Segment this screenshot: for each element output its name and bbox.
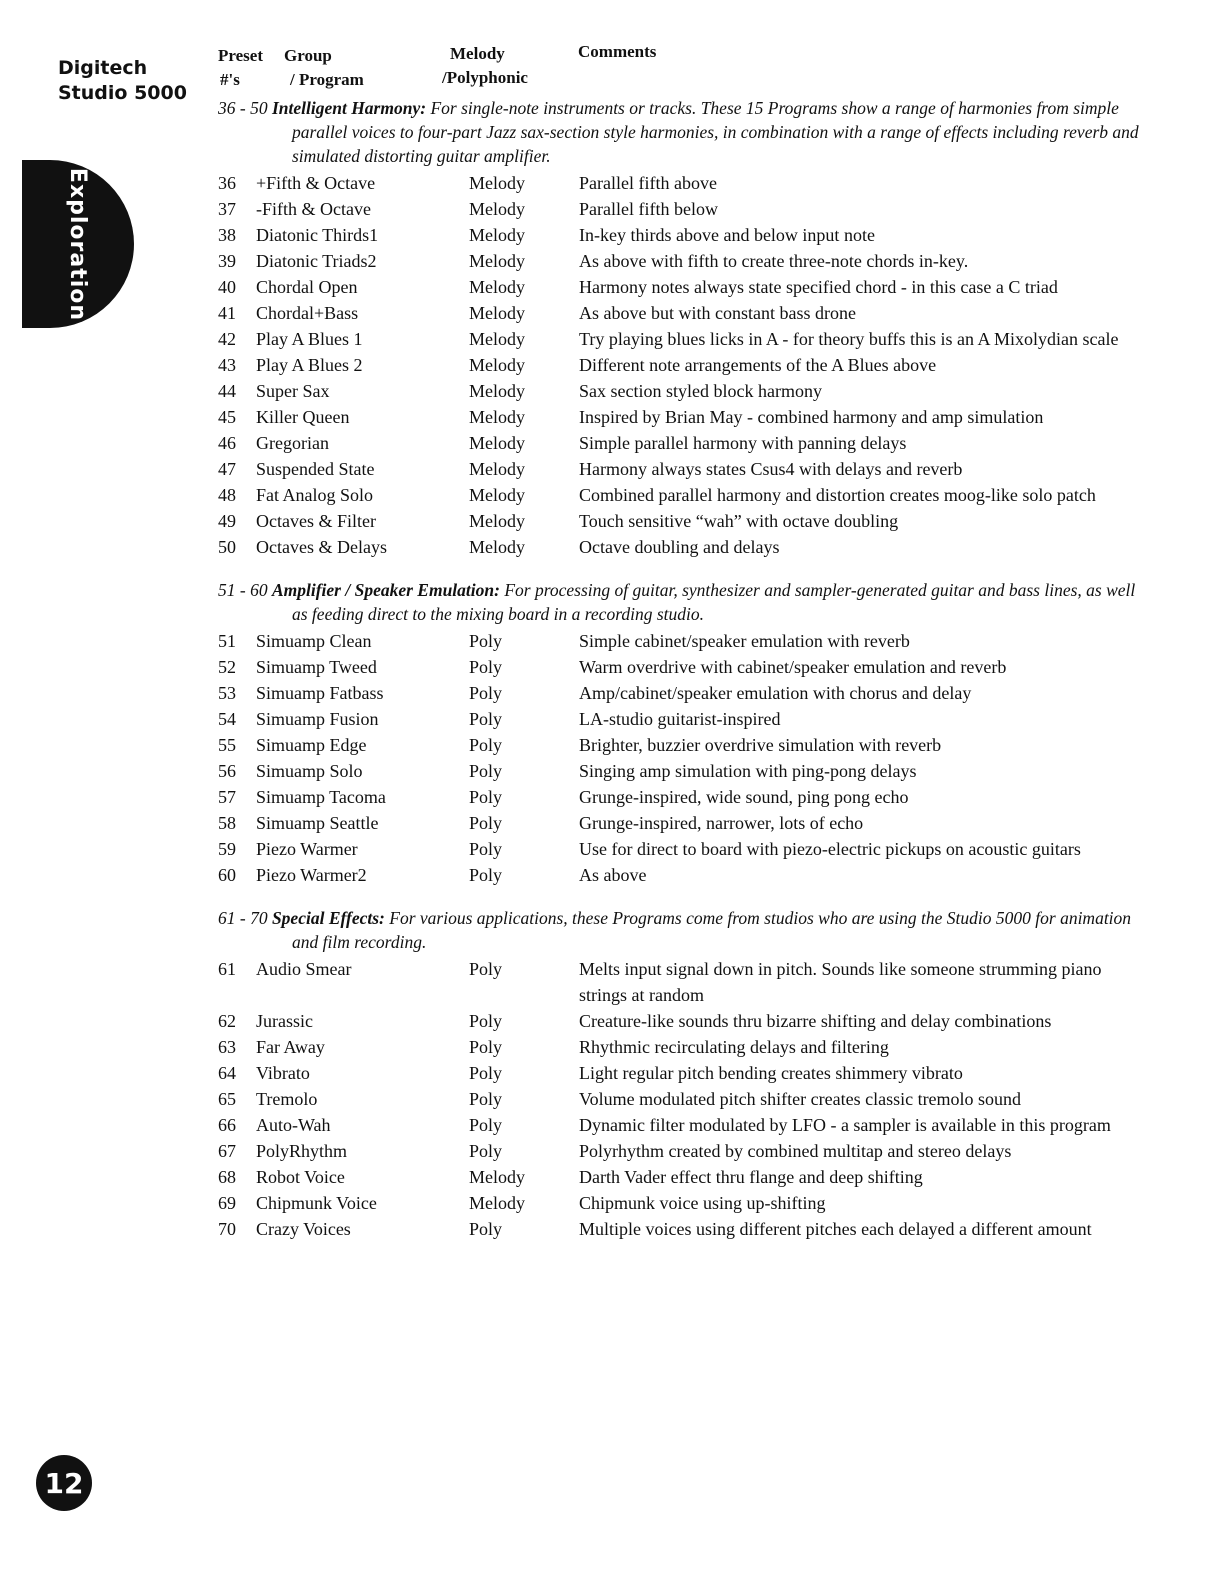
preset-number: 65 (218, 1089, 236, 1109)
header-melody: Melody (450, 44, 505, 63)
comment: Amp/cabinet/speaker emulation with chorus and delay (579, 683, 972, 703)
preset-number: 43 (218, 355, 236, 375)
program-name: Piezo Warmer (256, 839, 358, 859)
table-row (218, 1086, 1148, 1112)
comment: Brighter, buzzier overdrive simulation with reverb (579, 735, 942, 755)
preset-number: 57 (218, 787, 236, 807)
preset-number: 39 (218, 251, 236, 271)
program-name: PolyRhythm (256, 1141, 348, 1161)
program-name: Chordal Open (256, 277, 358, 297)
program-name: Octaves & Filter (256, 511, 376, 531)
section-description: For single-note instruments or tracks. These 15 Programs show a range of harmonies from simple parallel voices to four-part Jazz sax-section style harmonies, in combination with a range of effects including reverb and simulated distorting guitar amplifier. (292, 98, 1139, 166)
program-name: Diatonic Thirds1 (256, 225, 379, 245)
section (218, 578, 1148, 888)
comment: Octave doubling and delays (579, 537, 780, 557)
preset-number: 51 (218, 631, 236, 651)
table-row (218, 508, 1148, 534)
program-name: Simuamp Tweed (256, 657, 377, 677)
melody-poly: Poly (469, 1219, 503, 1239)
comment: Melts input signal down in pitch. Sounds like someone strumming piano strings at random (579, 959, 1102, 1005)
section (218, 906, 1148, 1242)
melody-poly: Poly (469, 761, 503, 781)
table-row (218, 196, 1148, 222)
melody-poly: Poly (469, 787, 503, 807)
program-name: +Fifth & Octave (256, 173, 376, 193)
comment: Dynamic filter modulated by LFO - a sampler is available in this program (579, 1115, 1111, 1135)
preset-number: 58 (218, 813, 236, 833)
comment: Combined parallel harmony and distortion creates moog-like solo patch (579, 485, 1096, 505)
table-row (218, 956, 1148, 1008)
program-name: Fat Analog Solo (256, 485, 374, 505)
melody-poly: Melody (469, 173, 525, 193)
comment: As above (579, 865, 647, 885)
preset-number: 44 (218, 381, 236, 401)
preset-number: 42 (218, 329, 236, 349)
table-row (218, 1216, 1148, 1242)
melody-poly: Melody (469, 381, 525, 401)
table-row (218, 654, 1148, 680)
melody-poly: Poly (469, 1141, 503, 1161)
melody-poly: Poly (469, 709, 503, 729)
melody-poly: Melody (469, 459, 525, 479)
preset-number: 70 (218, 1219, 236, 1239)
melody-poly: Melody (469, 433, 525, 453)
comment: Grunge-inspired, narrower, lots of echo (579, 813, 864, 833)
preset-number: 64 (218, 1063, 236, 1083)
header-group: Group (284, 46, 332, 65)
melody-poly: Melody (469, 407, 525, 427)
program-name: Play A Blues 2 (256, 355, 363, 375)
program-name: Simuamp Fusion (256, 709, 379, 729)
preset-number: 67 (218, 1141, 236, 1161)
comment: In-key thirds above and below input note (579, 225, 875, 245)
preset-number: 50 (218, 537, 236, 557)
program-name: Diatonic Triads2 (256, 251, 377, 271)
program-name: Super Sax (256, 381, 330, 401)
melody-poly: Melody (469, 329, 525, 349)
melody-poly: Melody (469, 485, 525, 505)
melody-poly: Melody (469, 1167, 525, 1187)
preset-number: 37 (218, 199, 236, 219)
program-name: Far Away (256, 1037, 325, 1057)
melody-poly: Poly (469, 735, 503, 755)
melody-poly: Poly (469, 657, 503, 677)
program-name: Jurassic (256, 1011, 313, 1031)
program-name: Play A Blues 1 (256, 329, 363, 349)
header-preset-nums: #'s (220, 70, 240, 89)
preset-number: 62 (218, 1011, 236, 1031)
section-range: 51 - 60 (218, 580, 268, 600)
melody-poly: Poly (469, 1011, 503, 1031)
melody-poly: Poly (469, 839, 503, 859)
preset-number: 45 (218, 407, 236, 427)
comment: Chipmunk voice using up-shifting (579, 1193, 826, 1213)
comment: Polyrhythm created by combined multitap and stereo delays (579, 1141, 1012, 1161)
program-name: Piezo Warmer2 (256, 865, 367, 885)
preset-number: 59 (218, 839, 236, 859)
comment: Sax section styled block harmony (579, 381, 822, 401)
table-row (218, 430, 1148, 456)
program-name: Robot Voice (256, 1167, 345, 1187)
section (218, 96, 1148, 560)
program-name: Tremolo (256, 1089, 318, 1109)
header-polyphonic: /Polyphonic (442, 68, 528, 87)
header-preset: Preset (218, 46, 263, 65)
comment: Multiple voices using different pitches each delayed a different amount (579, 1219, 1092, 1239)
preset-number: 54 (218, 709, 236, 729)
melody-poly: Melody (469, 537, 525, 557)
comment: Harmony notes always state specified chord - in this case a C triad (579, 277, 1058, 297)
program-name: Crazy Voices (256, 1219, 351, 1239)
section-intro (218, 96, 1148, 168)
program-name: Vibrato (256, 1063, 310, 1083)
melody-poly: Poly (469, 631, 503, 651)
melody-poly: Poly (469, 865, 503, 885)
program-name: Killer Queen (256, 407, 350, 427)
table-row (218, 456, 1148, 482)
preset-number: 66 (218, 1115, 236, 1135)
table-row (218, 300, 1148, 326)
program-name: Octaves & Delays (256, 537, 387, 557)
preset-number: 60 (218, 865, 236, 885)
header-program: / Program (290, 70, 364, 89)
table-row (218, 1034, 1148, 1060)
comment: LA-studio guitarist-inspired (579, 709, 781, 729)
comment: Parallel fifth below (579, 199, 718, 219)
comment: Simple cabinet/speaker emulation with reverb (579, 631, 910, 651)
comment: Harmony always states Csus4 with delays and reverb (579, 459, 963, 479)
table-row (218, 274, 1148, 300)
table-row (218, 326, 1148, 352)
program-name: Simuamp Fatbass (256, 683, 384, 703)
program-name: Audio Smear (256, 959, 352, 979)
melody-poly: Poly (469, 1089, 503, 1109)
comment: As above but with constant bass drone (579, 303, 856, 323)
preset-number: 53 (218, 683, 236, 703)
melody-poly: Melody (469, 511, 525, 531)
table-row (218, 706, 1148, 732)
melody-poly: Poly (469, 1115, 503, 1135)
section-intro (218, 578, 1148, 626)
preset-number: 46 (218, 433, 236, 453)
table-row (218, 482, 1148, 508)
preset-number: 49 (218, 511, 236, 531)
table-row (218, 1112, 1148, 1138)
comment: Simple parallel harmony with panning delays (579, 433, 907, 453)
comment: Different note arrangements of the A Blues above (579, 355, 937, 375)
program-name: -Fifth & Octave (256, 199, 371, 219)
program-name: Auto-Wah (256, 1115, 331, 1135)
preset-number: 47 (218, 459, 236, 479)
preset-number: 55 (218, 735, 236, 755)
comment: Inspired by Brian May - combined harmony and amp simulation (579, 407, 1044, 427)
melody-poly: Poly (469, 959, 503, 979)
program-name: Suspended State (256, 459, 375, 479)
program-name: Simuamp Tacoma (256, 787, 386, 807)
table-row (218, 680, 1148, 706)
section-name: Amplifier / Speaker Emulation: (271, 580, 500, 600)
program-name: Simuamp Seattle (256, 813, 379, 833)
table-row (218, 534, 1148, 560)
program-name: Chipmunk Voice (256, 1193, 377, 1213)
table-row (218, 1164, 1148, 1190)
preset-table (218, 42, 1148, 1260)
program-name: Simuamp Edge (256, 735, 367, 755)
comment: Try playing blues licks in A - for theory buffs this is an A Mixolydian scale (579, 329, 1119, 349)
preset-number: 38 (218, 225, 236, 245)
brand-title (58, 56, 208, 106)
preset-number: 56 (218, 761, 236, 781)
melody-poly: Melody (469, 303, 525, 323)
table-row (218, 222, 1148, 248)
section-name: Intelligent Harmony: (271, 98, 427, 118)
header-comments: Comments (578, 42, 657, 61)
table-row (218, 378, 1148, 404)
comment: Creature-like sounds thru bizarre shifting and delay combinations (579, 1011, 1052, 1031)
page-number: 12 (44, 1466, 84, 1500)
section-intro (218, 906, 1148, 954)
program-name: Simuamp Solo (256, 761, 363, 781)
preset-number: 61 (218, 959, 236, 979)
program-name: Simuamp Clean (256, 631, 372, 651)
comment: As above with fifth to create three-note chords in-key. (579, 251, 969, 271)
preset-number: 41 (218, 303, 236, 323)
comment: Volume modulated pitch shifter creates classic tremolo sound (579, 1089, 1022, 1109)
melody-poly: Melody (469, 199, 525, 219)
comment: Use for direct to board with piezo-electric pickups on acoustic guitars (579, 839, 1081, 859)
comment: Rhythmic recirculating delays and filtering (579, 1037, 889, 1057)
side-tab-label: Exploration (65, 167, 91, 321)
table-row (218, 628, 1148, 654)
melody-poly: Poly (469, 683, 503, 703)
table-row (218, 784, 1148, 810)
table-row (218, 758, 1148, 784)
brand-line-2: Studio 5000 (58, 82, 187, 104)
section-description: For processing of guitar, synthesizer and sampler-generated guitar and bass lines, as well as feeding direct to the mixing board in a recording studio. (292, 580, 1136, 624)
program-name: Chordal+Bass (256, 303, 359, 323)
comment: Touch sensitive “wah” with octave doubling (579, 511, 899, 531)
melody-poly: Melody (469, 355, 525, 375)
table-row (218, 732, 1148, 758)
preset-number: 36 (218, 173, 236, 193)
preset-number: 40 (218, 277, 236, 297)
comment: Singing amp simulation with ping-pong delays (579, 761, 917, 781)
table-row (218, 862, 1148, 888)
melody-poly: Melody (469, 277, 525, 297)
comment: Grunge-inspired, wide sound, ping pong echo (579, 787, 909, 807)
exploration-side-tab (22, 160, 134, 328)
brand-line-1: Digitech (58, 57, 148, 79)
table-row (218, 352, 1148, 378)
section-name: Special Effects: (271, 908, 385, 928)
melody-poly: Melody (469, 1193, 525, 1213)
table-row (218, 1190, 1148, 1216)
melody-poly: Melody (469, 251, 525, 271)
preset-number: 69 (218, 1193, 236, 1213)
comment: Parallel fifth above (579, 173, 717, 193)
table-row (218, 836, 1148, 862)
section-description: For various applications, these Programs come from studios who are using the Studio 5000 for animation and film recording. (292, 908, 1132, 952)
melody-poly: Melody (469, 225, 525, 245)
table-row (218, 1060, 1148, 1086)
comment: Darth Vader effect thru flange and deep shifting (579, 1167, 923, 1187)
table-row (218, 404, 1148, 430)
preset-number: 52 (218, 657, 236, 677)
sections-container (218, 96, 1148, 1242)
page-number-badge (36, 1455, 92, 1511)
preset-number: 63 (218, 1037, 236, 1057)
table-row (218, 1008, 1148, 1034)
melody-poly: Poly (469, 1063, 503, 1083)
comment: Warm overdrive with cabinet/speaker emulation and reverb (579, 657, 1007, 677)
table-header (218, 42, 1148, 92)
preset-number: 68 (218, 1167, 236, 1187)
melody-poly: Poly (469, 1037, 503, 1057)
melody-poly: Poly (469, 813, 503, 833)
section-range: 36 - 50 (218, 98, 268, 118)
table-row (218, 810, 1148, 836)
preset-number: 48 (218, 485, 236, 505)
comment: Light regular pitch bending creates shimmery vibrato (579, 1063, 963, 1083)
table-row (218, 170, 1148, 196)
table-row (218, 248, 1148, 274)
section-range: 61 - 70 (218, 908, 268, 928)
table-row (218, 1138, 1148, 1164)
program-name: Gregorian (256, 433, 329, 453)
